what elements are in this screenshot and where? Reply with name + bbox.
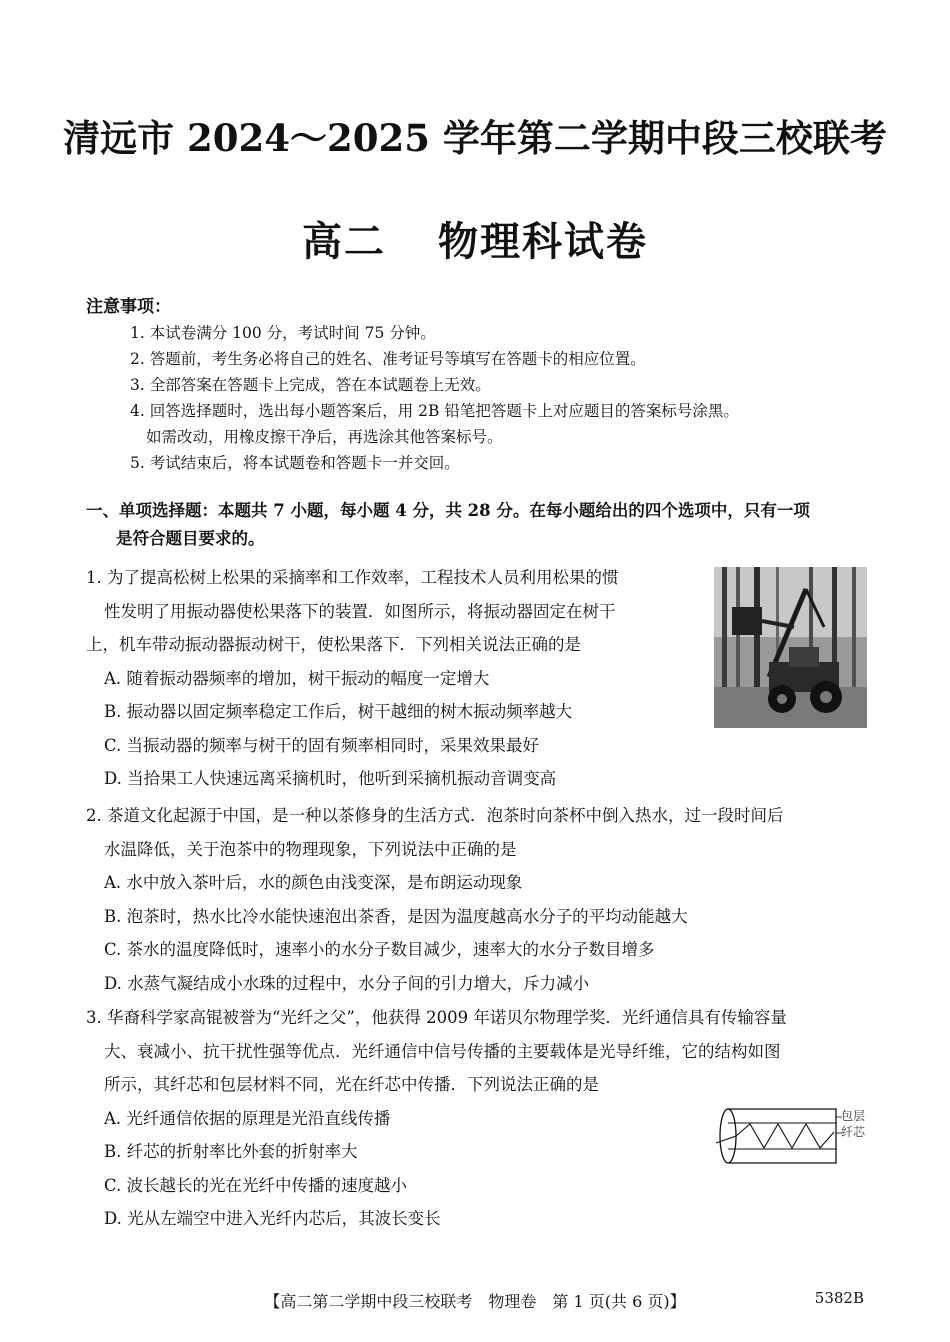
label-cladding: 包层 (841, 1109, 866, 1123)
option-c: C. 当振动器的频率与树干的固有频率相同时，采果效果最好 (104, 735, 540, 755)
question-stem-line: 上，机车带动振动器振动树干，使松果落下．下列相关说法正确的是 (86, 635, 581, 654)
exam-subtitle (0, 210, 950, 267)
notice-item: 4. 回答选择题时，选出每小题答案后，用 2B 铅笔把答题卡上对应题目的答案标号涂黑。 (130, 402, 739, 420)
option-d: D. 光从左端空中进入光纤内芯后，其波长变长 (104, 1209, 441, 1228)
subtitle-grade: 高二 (302, 218, 386, 265)
optical-fiber-figure (714, 1105, 870, 1167)
footer-text: 【高二第二学期中段三校联考 物理卷 第 1 页(共 6 页)】 (264, 1292, 686, 1311)
option-a: A. 光纤通信依据的原理是光沿直线传播 (104, 1108, 391, 1128)
subtitle-subject: 物理科试卷 (438, 218, 648, 265)
question-stem-line: 水温降低，关于泡茶中的物理现象，下列说法中正确的是 (104, 839, 517, 859)
option-c: C. 波长越长的光在光纤中传播的速度越小 (104, 1175, 408, 1195)
option-b: B. 振动器以固定频率稳定工作后，树干越细的树木振动频率越大 (104, 702, 573, 721)
option-a: A. 水中放入茶叶后，水的颜色由浅变深，是布朗运动现象 (104, 873, 523, 892)
option-d: D. 水蒸气凝结成小水珠的过程中，水分子间的引力增大，斥力减小 (104, 973, 590, 993)
option-a: A. 随着振动器频率的增加，树干振动的幅度一定增大 (104, 668, 490, 688)
tree-shaker-photo (714, 567, 867, 728)
option-d: D. 当拾果工人快速远离采摘机时，他听到采摘机振动音调变高 (104, 769, 557, 788)
page-footer (0, 1289, 950, 1312)
optical-fiber-diagram (714, 1105, 870, 1167)
paper-code: 5382B (814, 1289, 864, 1307)
notice-item: 2. 答题前，考生务必将自己的姓名、准考证号等填写在答题卡的相应位置。 (130, 350, 646, 368)
notice-list (130, 320, 890, 476)
question-2 (86, 799, 784, 1000)
section-heading (86, 497, 876, 553)
question-stem-line: 大、衰减小、抗干扰性强等优点．光纤通信中信号传播的主要载体是光导纤维，它的结构如图 (104, 1041, 781, 1061)
exam-title: 清远市 2024～2025 学年第二学期中段三校联考 (63, 116, 887, 160)
question-stem-line: 3. 华裔科学家高锟被誉为“光纤之父”，他获得 2009 年诺贝尔物理学奖．光纤通信具有传输容量 (86, 1008, 787, 1027)
question-stem-line: 2. 茶道文化起源于中国，是一种以茶修身的生活方式．泡茶时向茶杯中倒入热水，过一段时间后 (86, 806, 784, 825)
question-3 (86, 1001, 787, 1236)
notice-heading: 注意事项： (86, 297, 171, 317)
option-c: C. 茶水的温度降低时，速率小的水分子数目减少，速率大的水分子数目增多 (104, 940, 655, 959)
section-heading-line: 是符合题目要求的。 (116, 529, 265, 548)
label-core: 纤芯 (841, 1125, 866, 1139)
option-b: B. 泡茶时，热水比冷水能快速泡出茶香，是因为温度越高水分子的平均动能越大 (104, 906, 688, 926)
option-b: B. 纤芯的折射率比外套的折射率大 (104, 1142, 358, 1161)
section-heading-line: 一、单项选择题：本题共 7 小题，每小题 4 分，共 28 分。在每小题给出的四个选项中，只有一项 (86, 501, 810, 520)
question-stem-line: 性发明了用振动器使松果落下的装置．如图所示，将振动器固定在树干 (104, 601, 616, 621)
question-stem-line: 1. 为了提高松树上松果的采摘率和工作效率，工程技术人员利用松果的惯 (86, 568, 619, 587)
notice-item: 如需改动，用橡皮擦干净后，再选涂其他答案标号。 (146, 428, 503, 446)
notice-item: 3. 全部答案在答题卡上完成，答在本试题卷上无效。 (130, 376, 491, 394)
notice-item: 1. 本试卷满分 100 分，考试时间 75 分钟。 (130, 324, 436, 342)
question-stem-line: 所示，其纤芯和包层材料不同，光在纤芯中传播．下列说法正确的是 (104, 1075, 599, 1094)
tree-shaker-illustration (714, 567, 867, 728)
question-1 (86, 561, 619, 796)
notice-item: 5. 考试结束后，将本试题卷和答题卡一并交回。 (130, 454, 460, 472)
